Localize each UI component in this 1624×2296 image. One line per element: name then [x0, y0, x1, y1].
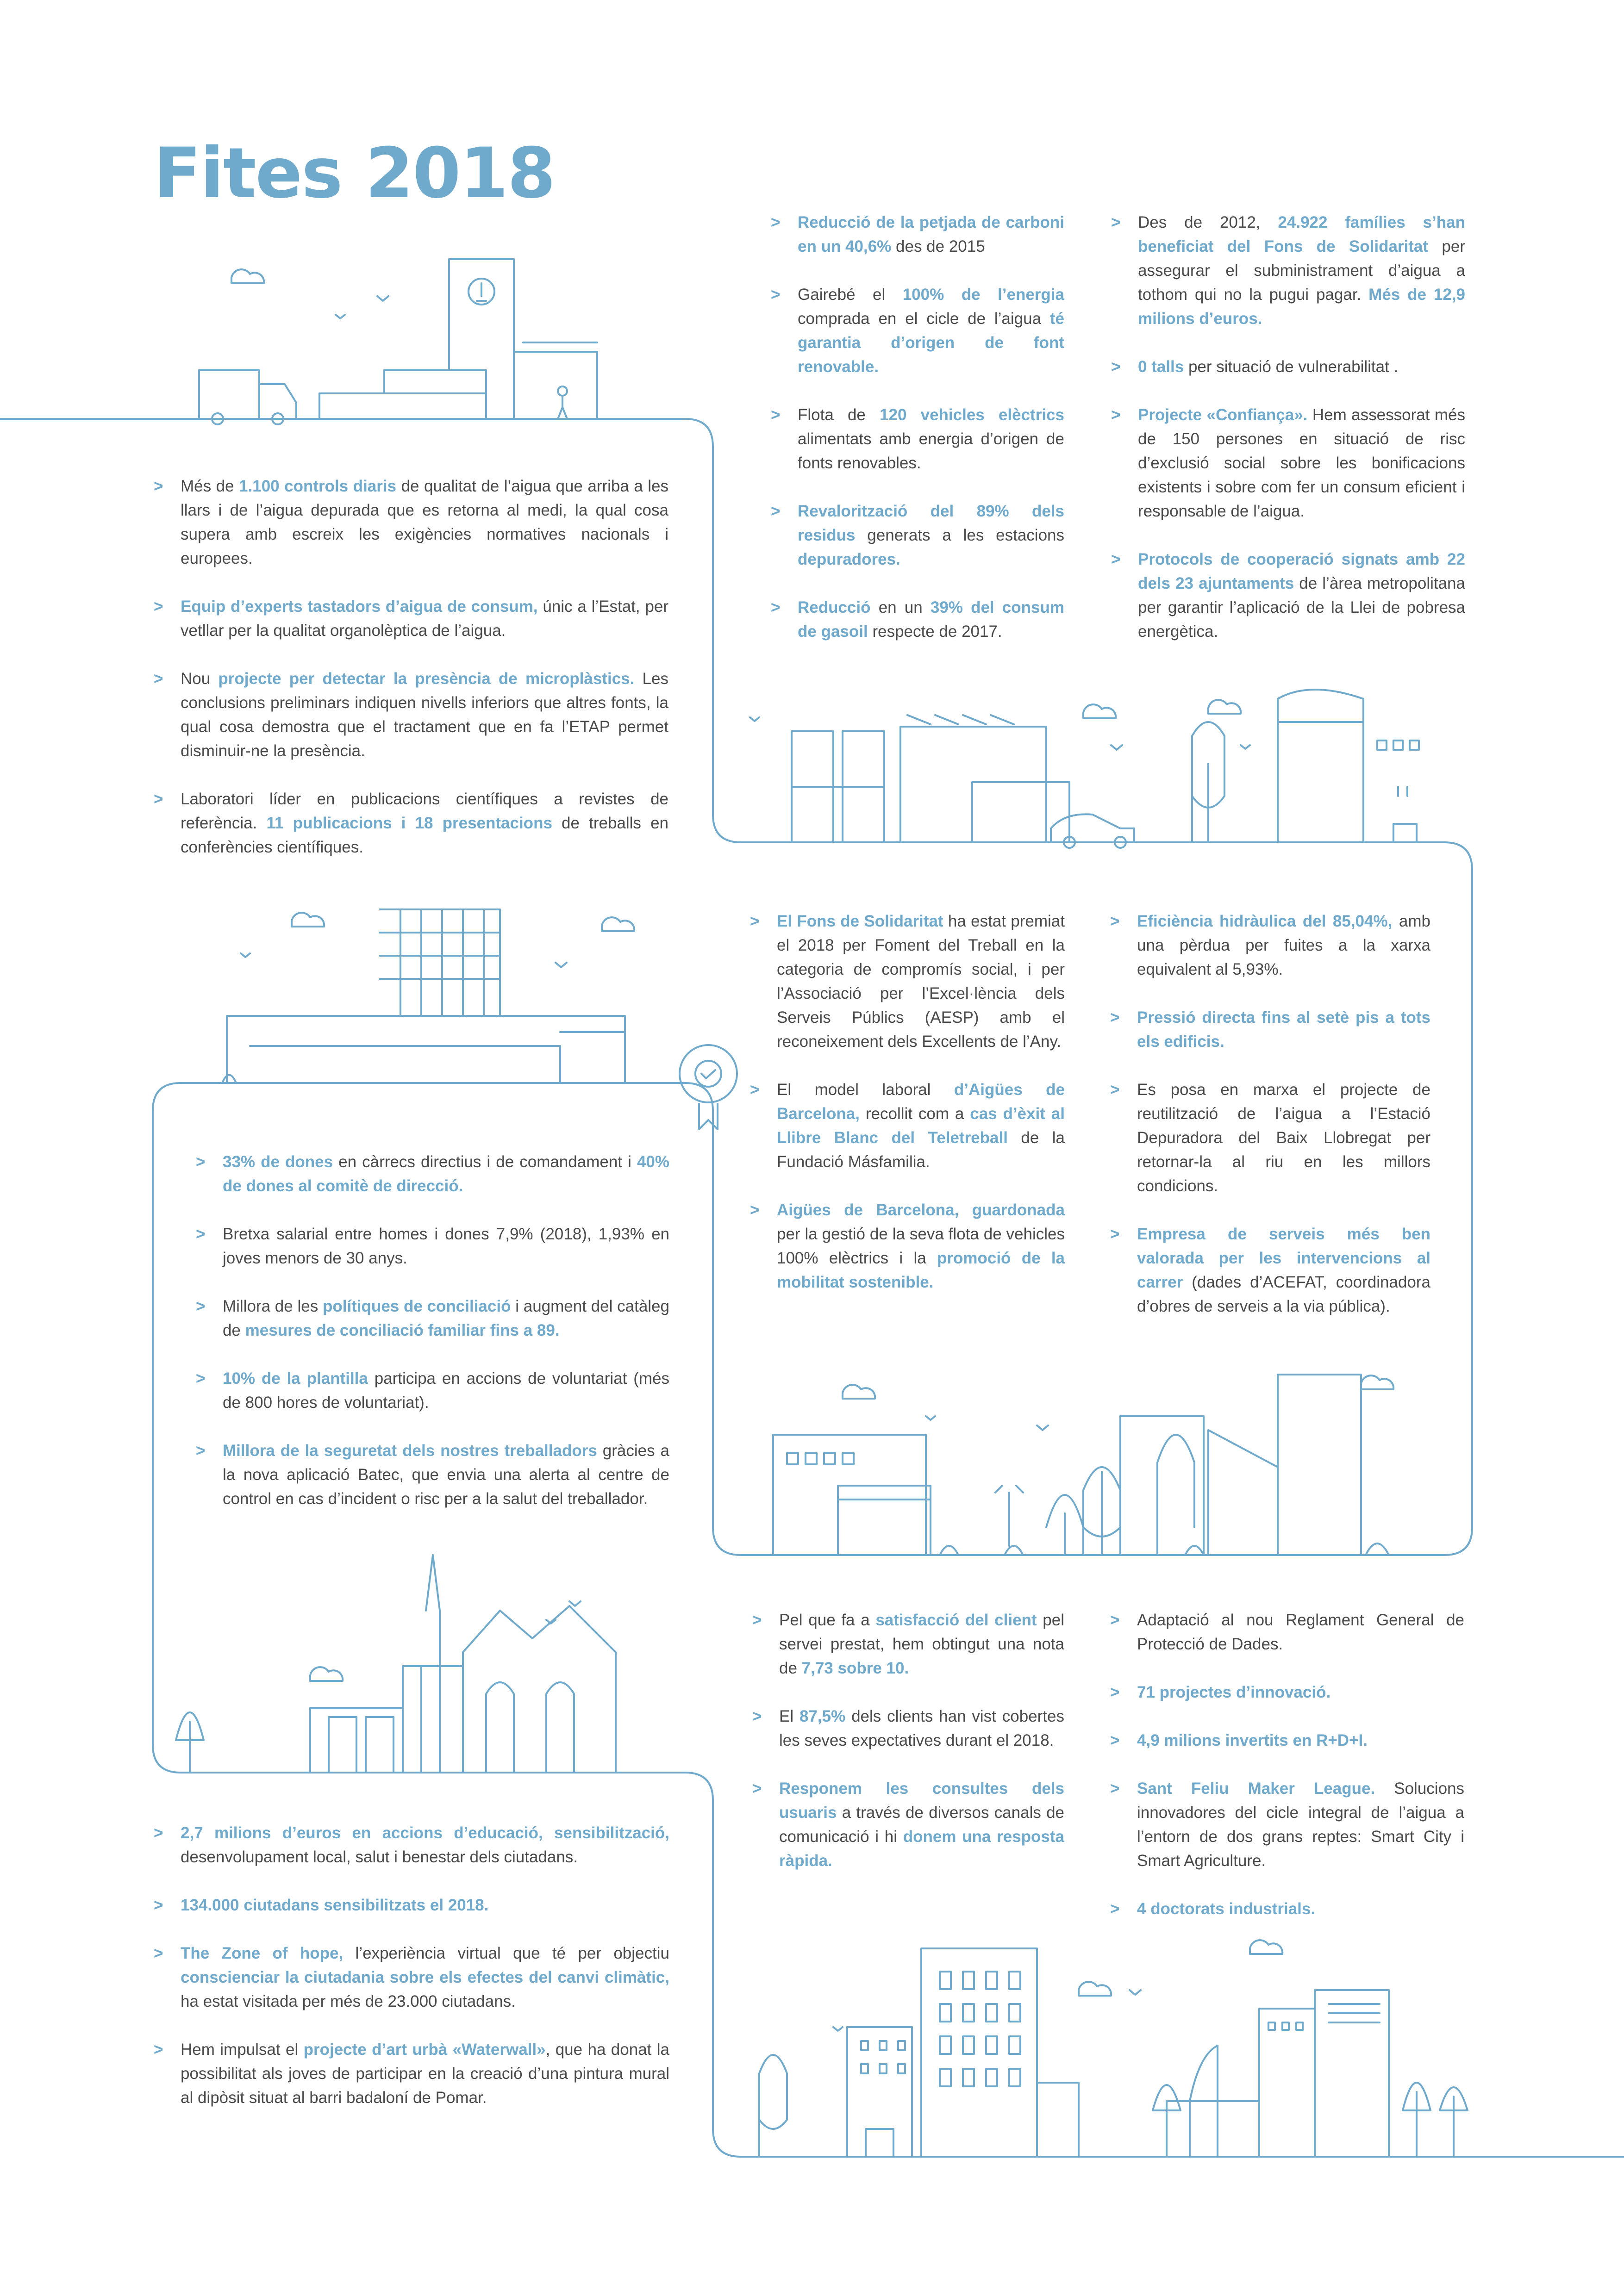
highlight-text: cas d’èxit al Llibre Blanc del Teletreball: [777, 1105, 1065, 1147]
highlight-text: 87,5%: [799, 1707, 846, 1725]
bullet-item: [771, 596, 1064, 644]
body-text: (dades d’ACEFAT, coordinadora d’obres de serveis a la via pública).: [1137, 1273, 1430, 1315]
highlight-text: 33% de dones: [223, 1153, 333, 1171]
factory-car-illustration: [750, 690, 1419, 848]
col-social: [1111, 211, 1465, 668]
highlight-text: 11 publicacions i 18 presentacions: [266, 814, 552, 832]
body-text: únic a l’Estat, per vetllar per la qualitat organolèptica de l’aigua.: [181, 597, 668, 640]
bullet-item: [1111, 211, 1465, 331]
col-environment: [771, 211, 1064, 668]
highlight-text: conscienciar la ciutadania sobre els efectes del canvi climàtic,: [181, 1968, 669, 1986]
col-network: [1110, 909, 1430, 1343]
highlight-text: Protocols de cooperació signats amb 22 dels 23 ajuntaments: [1138, 550, 1465, 592]
body-text: i augment del catàleg de: [223, 1297, 669, 1339]
highlight-text: Reducció de la petjada de carboni en un 40,6%: [798, 213, 1064, 255]
page-title: Fites 2018: [154, 133, 555, 214]
bullet-item: [752, 1608, 1064, 1680]
highlight-text: Més de 12,9 milions d’euros.: [1138, 286, 1466, 328]
highlight-text: 0 talls: [1138, 358, 1184, 376]
highlight-text: satisfacció del client: [875, 1611, 1037, 1629]
bullet-item: [771, 211, 1064, 259]
body-text: Les conclusions preliminars indiquen nivells inferiors que altres fonts, la qual cosa demostra que el tractament que en fa l’ETAP permet disminuir-ne la presència.: [181, 670, 668, 760]
body-text: Hem impulsat el: [181, 2041, 304, 2059]
body-text: Gairebé el: [798, 286, 903, 304]
highlight-text: 134.000 ciutadans sensibilitzats el 2018.: [181, 1896, 489, 1914]
highlight-text: Sant Feliu Maker League.: [1137, 1780, 1375, 1798]
body-text: de qualitat de l’aigua que arriba a les llars i de l’aigua depurada que es retorna al medi, la qual cosa supera amb escreix les exigències normatives nacionals i europees.: [181, 477, 669, 567]
body-text: El model laboral: [777, 1081, 954, 1099]
body-text: Es posa en marxa el projecte de reutilització de l’aigua a l’Estació Depuradora del Baix Llobregat per retornar-la al riu en les millors condicions.: [1137, 1081, 1430, 1195]
body-text: de l’àrea metropolitana per garantir l’aplicació de la Llei de pobresa energètica.: [1138, 574, 1465, 641]
bullet-item: [1111, 548, 1465, 644]
body-text: Solucions innovadores del cicle integral de l’aigua a l’entorn de dos grans reptes: Smart City i Smart Agriculture.: [1137, 1780, 1465, 1870]
body-text: Bretxa salarial entre homes i dones 7,9% (2018), 1,93% en joves menors de 30 anys.: [223, 1225, 669, 1267]
body-text: alimentats amb energia d’origen de fonts renovables.: [798, 430, 1064, 472]
body-text: Més de: [181, 477, 239, 495]
highlight-text: 10% de la plantilla: [223, 1369, 368, 1388]
body-text: comprada en el cicle de l’aigua: [798, 310, 1050, 328]
body-text: generats a les estacions: [855, 526, 1064, 544]
highlight-text: 4,9 milions invertits en R+D+I.: [1137, 1731, 1368, 1749]
body-text: per la gestió de la seva flota de vehicles 100% elèctrics i la: [777, 1225, 1065, 1267]
bullet-item: [1110, 1608, 1464, 1656]
bullet-item: [752, 1777, 1064, 1873]
bullet-item: [1111, 355, 1465, 379]
highlight-text: The Zone of hope,: [181, 1944, 344, 1962]
col-awards: [750, 909, 1065, 1319]
body-text: recollit com a: [859, 1105, 970, 1123]
body-text: respecte de 2017.: [868, 622, 1002, 641]
bullet-item: [1111, 403, 1465, 523]
body-text: l’experiència virtual que té per objectiu: [343, 1944, 669, 1962]
highlight-text: donem una resposta ràpida.: [779, 1828, 1064, 1870]
chimney-factory-illustration: [176, 1555, 616, 1773]
bullet-item: [154, 595, 668, 643]
bullet-item: [154, 787, 668, 859]
bullet-item: [196, 1222, 669, 1270]
highlight-text: té garantia d’origen de font renovable.: [798, 310, 1064, 376]
bullet-item: [1110, 909, 1430, 982]
highlight-text: Equip d’experts tastadors d’aigua de consum,: [181, 597, 538, 616]
office-illustration: [222, 909, 737, 1129]
highlight-text: depuradores.: [798, 550, 900, 568]
bullet-item: [1110, 1729, 1464, 1753]
col-quality: [154, 474, 668, 884]
body-text: des de 2015: [891, 237, 985, 255]
bullet-item: [752, 1705, 1064, 1753]
bullet-item: [771, 403, 1064, 475]
highlight-text: 39% del consum de gasoil: [798, 598, 1064, 641]
bullet-item: [196, 1294, 669, 1343]
highlight-text: 4 doctorats industrials.: [1137, 1900, 1316, 1918]
body-text: Adaptació al nou Reglament General de Protecció de Dades.: [1137, 1611, 1464, 1653]
highlight-text: Pressió directa fins al setè pis a tots els edificis.: [1137, 1008, 1430, 1051]
highlight-text: Reducció: [798, 598, 871, 616]
highlight-text: projecte d’art urbà «Waterwall»: [303, 2041, 546, 2059]
bullet-item: [1110, 1777, 1464, 1873]
highlight-text: Revalorització del 89% dels residus: [798, 502, 1064, 544]
bullet-item: [154, 1821, 669, 1869]
highlight-text: 40% de dones al comitè de direcció.: [223, 1153, 669, 1195]
body-text: dels clients han vist cobertes les seves expectatives durant el 2018.: [779, 1707, 1064, 1749]
highlight-text: 71 projectes d’innovació.: [1137, 1683, 1331, 1701]
col-community: [154, 1821, 669, 2134]
highlight-text: d’Aigües de Barcelona,: [777, 1081, 1065, 1123]
body-text: Laboratori líder en publicacions científiques a revistes de referència.: [181, 790, 668, 832]
highlight-text: mesures de conciliació familiar fins a 89.: [245, 1321, 560, 1339]
highlight-text: 2,7 milions d’euros en accions d’educació, sensibilització,: [181, 1824, 669, 1842]
body-text: a través de diversos canals de comunicació i hi: [779, 1804, 1064, 1846]
bullet-item: [154, 1941, 669, 2014]
bullet-item: [154, 667, 668, 763]
body-text: ha estat visitada per més de 23.000 ciutadans.: [181, 1992, 516, 2010]
houses-trees-illustration: [773, 1375, 1393, 1555]
body-text: gràcies a la nova aplicació Batec, que envia una alerta al centre de control en cas d’incident o risc per a la salut del treballador.: [223, 1442, 669, 1508]
highlight-text: 120 vehicles elèctrics: [880, 406, 1064, 424]
body-text: per assegurar el subministrament d’aigua a tothom qui no la pugui pagar.: [1138, 237, 1465, 304]
highlight-text: polítiques de conciliació: [322, 1297, 511, 1315]
body-text: en càrrecs directius i de comandament i: [333, 1153, 637, 1171]
body-text: Pel que fa a: [779, 1611, 876, 1629]
bullet-item: [771, 283, 1064, 379]
body-text: , que ha donat la possibilitat als joves de participar en la creació d’una pintura mural al dipòsit situat al barri badaloní de Pomar.: [181, 2041, 670, 2107]
bullet-item: [1110, 1680, 1464, 1705]
bullet-item: [1110, 1078, 1430, 1198]
body-text: El: [779, 1707, 800, 1725]
highlight-text: projecte per detectar la presència de microplàstics.: [218, 670, 635, 688]
bullet-item: [771, 499, 1064, 572]
highlight-text: Millora de la seguretat dels nostres treballadors: [223, 1442, 597, 1460]
body-text: per situació de vulnerabilitat .: [1184, 358, 1399, 376]
highlight-text: 7,73 sobre 10.: [801, 1659, 909, 1677]
bullet-item: [154, 2038, 669, 2110]
body-text: Nou: [181, 670, 219, 688]
highlight-text: Projecte «Confiança».: [1138, 406, 1308, 424]
bullet-item: [750, 1078, 1065, 1174]
body-text: amb una pèrdua per fuites a la xarxa equivalent al 5,93%.: [1137, 912, 1431, 978]
highlight-text: Eficiència hidràulica del 85,04%,: [1137, 912, 1393, 930]
bullet-item: [1110, 1006, 1430, 1054]
bullet-item: [196, 1439, 669, 1511]
bullet-item: [750, 1198, 1065, 1294]
bullet-item: [154, 474, 668, 571]
body-text: de la Fundació Másfamilia.: [777, 1129, 1065, 1171]
body-text: participa en accions de voluntariat (més de 800 hores de voluntariat).: [223, 1369, 669, 1412]
body-text: pel servei prestat, hem obtingut una nota de: [779, 1611, 1064, 1677]
body-text: ha estat premiat el 2018 per Foment del Treball en la categoria de compromís social, i per l’Associació per l’Excel·lència dels Serveis Públics (AESP) amb el reconeixement dels Excellents de l’Any.: [777, 912, 1065, 1051]
highlight-text: Empresa de serveis més ben valorada per les intervencions al carrer: [1137, 1225, 1430, 1291]
highlight-text: 24.922 famílies s’han beneficiat del Fons de Solidaritat: [1138, 213, 1465, 255]
body-text: Flota de: [798, 406, 880, 424]
body-text: de treballs en conferències científiques.: [181, 814, 668, 856]
body-text: Des de 2012,: [1138, 213, 1278, 231]
highlight-text: El Fons de Solidaritat: [777, 912, 943, 930]
col-customers: [752, 1608, 1064, 1897]
body-text: Hem assessorat més de 150 persones en situació de risc d’exclusió social sobre les bonificacions existents i sobre com fer un consum eficient i responsable de l’aigua.: [1138, 406, 1465, 520]
city-skyline-illustration: [759, 1940, 1468, 2157]
highlight-text: Aigües de Barcelona, guardonada: [777, 1201, 1065, 1219]
bullet-item: [1110, 1222, 1430, 1319]
col-people: [196, 1150, 669, 1535]
highlight-text: 100% de l’energia: [902, 286, 1064, 304]
body-text: en un: [870, 598, 931, 616]
highlight-text: Responem les consultes dels usuaris: [779, 1780, 1064, 1822]
bullet-item: [196, 1367, 669, 1415]
col-innovation: [1110, 1608, 1464, 1945]
highlight-text: promoció de la mobilitat sostenible.: [777, 1249, 1065, 1291]
body-text: desenvolupament local, salut i benestar dels ciutadans.: [181, 1848, 578, 1866]
bullet-item: [750, 909, 1065, 1054]
truck-building-illustration: [199, 259, 597, 424]
bullet-item: [196, 1150, 669, 1198]
bullet-item: [154, 1893, 669, 1917]
body-text: Millora de les: [223, 1297, 323, 1315]
highlight-text: 1.100 controls diaris: [239, 477, 397, 495]
bullet-item: [1110, 1897, 1464, 1921]
